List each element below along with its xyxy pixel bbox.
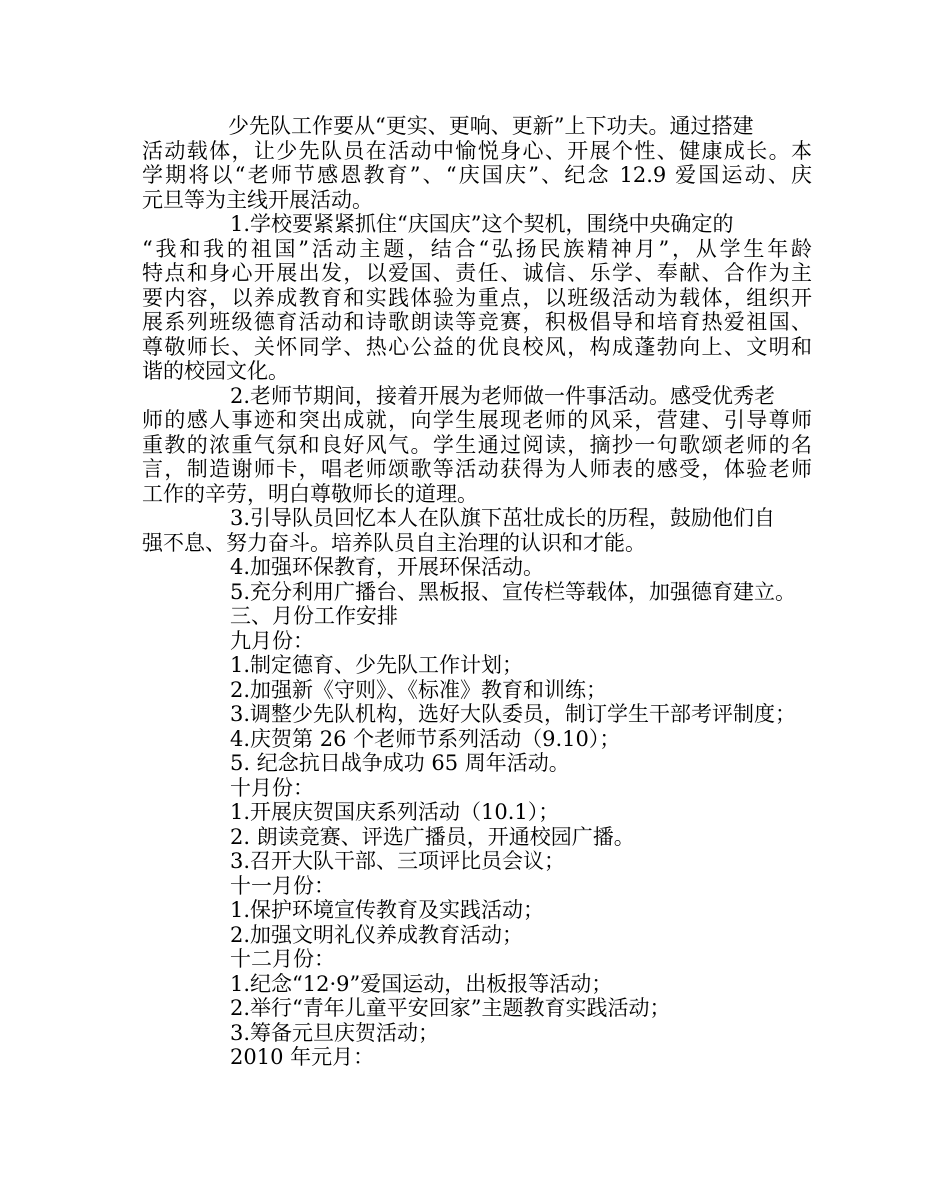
paragraph-intro xyxy=(142,114,812,212)
list-item: 2. 朗读竞赛、评选广播员，开通校园广播。 xyxy=(230,824,635,849)
text-line: 特点和身心开展出发，以爱国、责任、诚信、乐学、奉献、合作为主 xyxy=(142,261,812,285)
paragraph-item-3 xyxy=(142,506,812,555)
text-line: 元旦等为主线开展活动。 xyxy=(142,187,373,212)
text-line: 少先队工作要从“更实、更响、更新”上下功夫。通过搭建 xyxy=(228,114,754,138)
list-item: 2.加强文明礼仪养成教育活动； xyxy=(230,922,524,947)
list-item: 1.开展庆贺国庆系列活动（10.1）； xyxy=(230,800,560,824)
list-item: 3.筹备元旦庆贺活动； xyxy=(230,1020,440,1045)
text-line: 活动载体，让少先队员在活动中愉悦身心、开展个性、健康成长。本 xyxy=(142,138,812,163)
month-heading: 九月份： xyxy=(230,628,314,653)
text-line: 言，制造谢师卡，唱老师颂歌等活动获得为人师表的感受，体验老师 xyxy=(142,457,812,481)
list-item: 3.调整少先队机构，选好大队委员，制订学生干部考评制度； xyxy=(230,702,797,726)
text-line: 展系列班级德育活动和诗歌朗读等竞赛，积极倡导和培育热爱祖国、 xyxy=(142,310,812,334)
document-page xyxy=(142,114,812,1070)
text-line: 1.学校要紧紧抓住“庆国庆”这个契机，围绕中央确定的 xyxy=(230,212,734,236)
monthly-schedule-list xyxy=(142,555,812,1070)
list-item: 4.加强环保教育，开展环保活动。 xyxy=(230,555,545,579)
text-line: 要内容，以养成教育和实践体验为重点，以班级活动为载体，组织开 xyxy=(142,285,812,310)
list-item: 1.制定德育、少先队工作计划； xyxy=(230,653,524,677)
text-line: 谐的校园文化。 xyxy=(142,359,289,383)
text-line: 工作的辛劳，明白尊敬师长的道理。 xyxy=(142,481,478,506)
list-item: 5.充分利用广播台、黑板报、宣传栏等载体，加强德育建立。 xyxy=(230,579,797,604)
section-heading: 三、月份工作安排 xyxy=(230,604,398,628)
list-item: 2.举行“青年儿童平安回家”主题教育实践活动； xyxy=(230,996,671,1020)
month-heading: 十一月份： xyxy=(230,873,335,898)
list-item: 1.保护环境宣传教育及实践活动； xyxy=(230,898,545,922)
text-line: 尊敬师长、关怀同学、热心公益的优良校风，构成蓬勃向上、文明和 xyxy=(142,334,812,359)
list-item: 4.庆贺第 26 个老师节系列活动（9.10）； xyxy=(230,726,621,751)
month-heading: 十二月份： xyxy=(230,947,335,971)
text-line: 3.引导队员回忆本人在队旗下茁壮成长的历程，鼓励他们自 xyxy=(230,506,776,530)
text-line: 2.老师节期间，接着开展为老师做一件事活动。感受优秀老 xyxy=(230,383,776,408)
list-item: 3.召开大队干部、三项评比员会议； xyxy=(230,849,566,873)
list-item: 1.纪念“12·9”爱国运动，出板报等活动； xyxy=(230,971,613,996)
text-line: 学期将以“老师节感恩教育”、“庆国庆”、纪念 12.9 爱国运动、庆 xyxy=(142,163,812,187)
list-item: 5. 纪念抗日战争成功 65 周年活动。 xyxy=(230,751,570,775)
text-line: 强不息、努力奋斗。培养队员自主治理的认识和才能。 xyxy=(142,530,646,555)
text-line: “我和我的祖国”活动主题，结合“弘扬民族精神月”，从学生年龄 xyxy=(142,236,812,261)
text-line: 师的感人事迹和突出成就，向学生展现老师的风采，营建、引导尊师 xyxy=(142,408,812,432)
month-heading: 十月份： xyxy=(230,775,314,800)
paragraph-item-1 xyxy=(142,212,812,384)
list-item: 2.加强新《守则》、《标准》教育和训练； xyxy=(230,677,608,702)
paragraph-item-2 xyxy=(142,384,812,507)
text-line: 重教的浓重气氛和良好风气。学生通过阅读，摘抄一句歌颂老师的名 xyxy=(142,432,812,457)
month-heading: 2010 年元月： xyxy=(230,1045,375,1069)
